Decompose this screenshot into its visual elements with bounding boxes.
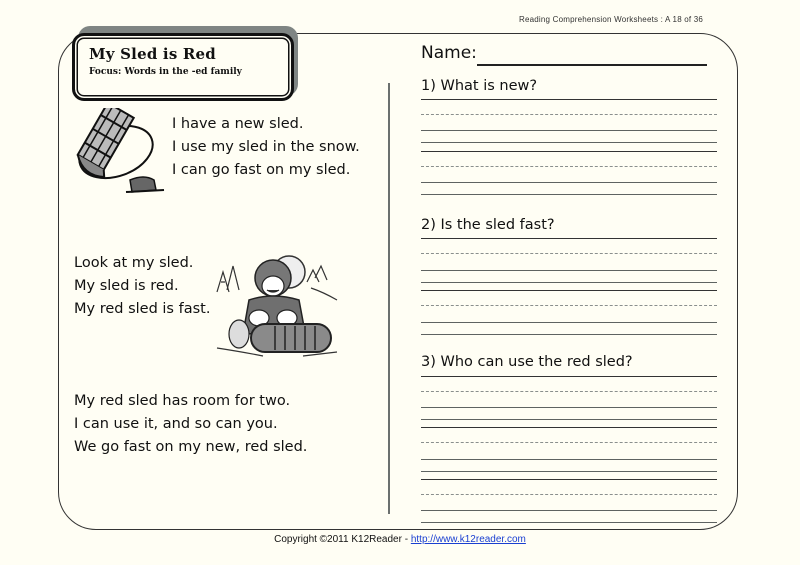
name-label: Name: — [421, 43, 477, 63]
writing-line-base — [421, 322, 717, 323]
child-on-sled-illustration — [213, 252, 341, 362]
copyright-text: Copyright ©2011 K12Reader - — [274, 534, 411, 545]
passage-line: I can go fast on my sled. — [172, 162, 351, 178]
writing-line-descender — [421, 142, 717, 143]
writing-line-mid — [421, 391, 717, 392]
column-divider — [388, 83, 390, 514]
passage-line: We go fast on my new, red sled. — [74, 439, 308, 455]
worksheet-series-label: Reading Comprehension Worksheets : A 18 of 36 — [519, 15, 704, 24]
writing-line-mid — [421, 442, 717, 443]
sled-illustration — [64, 108, 176, 196]
worksheet-focus: Focus: Words in the -ed family — [89, 67, 242, 77]
writing-line-base — [421, 270, 717, 271]
writing-line-base — [421, 130, 717, 131]
name-field[interactable] — [477, 64, 707, 66]
passage-paragraph-1 — [172, 113, 360, 182]
question-3: 3) Who can use the red sled? — [421, 354, 633, 370]
passage-line: I have a new sled. — [172, 116, 304, 132]
writing-line-mid — [421, 253, 717, 254]
passage-line: I use my sled in the snow. — [172, 139, 360, 155]
writing-line-base — [421, 459, 717, 460]
writing-line-mid — [421, 166, 717, 167]
writing-line-descender — [421, 282, 717, 283]
passage-line: I can use it, and so can you. — [74, 416, 278, 432]
writing-line-top — [421, 376, 717, 377]
writing-line-top — [421, 99, 717, 100]
writing-line-top — [421, 238, 717, 239]
writing-line-mid — [421, 305, 717, 306]
worksheet-title: My Sled is Red — [89, 45, 216, 63]
writing-line-descender — [421, 334, 717, 335]
passage-paragraph-2 — [74, 252, 210, 321]
writing-line-base — [421, 182, 717, 183]
writing-line-descender — [421, 471, 717, 472]
writing-line-descender — [421, 522, 717, 523]
question-1: 1) What is new? — [421, 78, 538, 94]
writing-line-base — [421, 510, 717, 511]
question-2: 2) Is the sled fast? — [421, 217, 555, 233]
writing-line-top — [421, 290, 717, 291]
title-box — [72, 33, 294, 101]
passage-line: My sled is red. — [74, 278, 179, 294]
writing-line-base — [421, 407, 717, 408]
writing-line-descender — [421, 419, 717, 420]
writing-line-mid — [421, 114, 717, 115]
passage-line: My red sled is fast. — [74, 301, 211, 317]
writing-line-mid — [421, 494, 717, 495]
passage-line: My red sled has room for two. — [74, 393, 291, 409]
passage-paragraph-3 — [74, 390, 307, 459]
writing-line-top — [421, 427, 717, 428]
writing-line-top — [421, 479, 717, 480]
writing-line-top — [421, 151, 717, 152]
footer — [0, 534, 800, 545]
writing-line-descender — [421, 194, 717, 195]
passage-line: Look at my sled. — [74, 255, 194, 271]
k12reader-link[interactable]: http://www.k12reader.com — [410, 534, 526, 545]
